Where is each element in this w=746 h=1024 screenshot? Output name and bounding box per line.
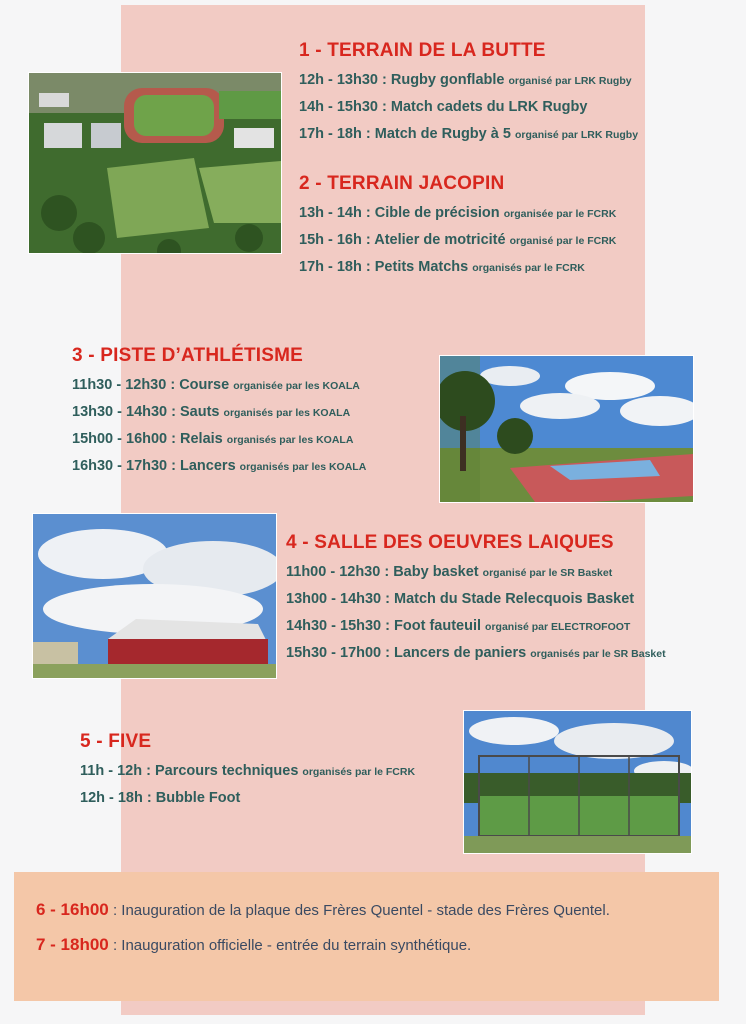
activity: Rugby gonflable	[390, 72, 505, 88]
time: 16h30 - 17h30 :	[72, 458, 176, 474]
section-piste-athletisme	[72, 345, 366, 480]
section-terrain-jacopin	[299, 173, 616, 281]
time: 13h - 14h :	[299, 205, 371, 221]
organizer: organisés par le FCRK	[302, 766, 416, 778]
activity: Match cadets du LRK Rugby	[390, 99, 588, 115]
time: 15h - 16h :	[299, 232, 371, 248]
time: 14h - 15h30 :	[299, 99, 387, 115]
schedule-item	[286, 640, 666, 667]
activity: Course	[179, 377, 230, 393]
section-title: 2 - TERRAIN JACOPIN	[299, 173, 505, 194]
time: 13h00 - 14h30 :	[286, 591, 390, 607]
schedule-item	[80, 758, 415, 785]
organizer: organisé par LRK Rugby	[514, 129, 639, 141]
event-number-time: 7 - 18h00	[36, 935, 109, 954]
organizer: organisés par les KOALA	[239, 461, 367, 473]
activity: Foot fauteuil	[394, 618, 482, 634]
event-text: : Inauguration officielle - entrée du terrain synthétique.	[112, 937, 472, 954]
time: 17h - 18h :	[299, 126, 371, 142]
activity: Lancers	[180, 458, 236, 474]
schedule-item	[286, 559, 666, 586]
time: 12h - 18h :	[80, 790, 152, 806]
schedule-item	[72, 453, 366, 480]
time: 11h30 - 12h30 :	[72, 377, 176, 393]
organizer: organisé par le SR Basket	[482, 567, 613, 579]
organizer: organisés par les KOALA	[223, 407, 351, 419]
activity: Relais	[180, 431, 223, 447]
activity: Petits Matchs	[374, 259, 469, 275]
activity: Match du Stade Relecquois Basket	[394, 591, 635, 607]
schedule-item	[72, 399, 366, 426]
time: 14h30 - 15h30 :	[286, 618, 390, 634]
schedule-item	[286, 613, 666, 640]
activity: Parcours techniques	[154, 763, 299, 779]
section-title: 4 - SALLE DES OEUVRES LAIQUES	[286, 532, 614, 553]
schedule-item	[299, 67, 638, 94]
schedule-item	[72, 426, 366, 453]
event-number-time: 6 - 16h00	[36, 900, 109, 919]
inauguration-plaque-line	[36, 900, 610, 920]
organizer: organisés par le SR Basket	[530, 648, 666, 660]
schedule-item	[299, 121, 638, 148]
time: 15h30 - 17h00 :	[286, 645, 390, 661]
activity: Sauts	[180, 404, 220, 420]
activity: Match de Rugby à 5	[374, 126, 511, 142]
schedule-item	[80, 785, 415, 812]
schedule-item	[299, 227, 616, 254]
schedule-item	[286, 586, 666, 613]
section-salle-des-oeuvres-laiques	[286, 532, 666, 667]
event-text: : Inauguration de la plaque des Frères Quentel - stade des Frères Quentel.	[112, 902, 610, 919]
aerial-terrain-photo	[28, 72, 282, 254]
section-title: 1 - TERRAIN DE LA BUTTE	[299, 40, 546, 61]
organizer: organisés par les KOALA	[226, 434, 354, 446]
section-terrain-de-la-butte	[299, 40, 638, 148]
section-title: 3 - PISTE D’ATHLÉTISME	[72, 345, 304, 366]
organizer: organisée par les KOALA	[233, 380, 360, 392]
five-field-photo	[463, 710, 692, 854]
athletics-track-photo	[439, 355, 694, 503]
organizer: organisé par ELECTROFOOT	[485, 621, 631, 633]
schedule-item	[299, 200, 616, 227]
time: 11h - 12h :	[80, 763, 151, 779]
section-five	[80, 731, 415, 812]
organizer: organisé par le FCRK	[509, 235, 617, 247]
time: 11h00 - 12h30 :	[286, 564, 390, 580]
activity: Lancers de paniers	[394, 645, 527, 661]
schedule-item	[72, 372, 366, 399]
time: 13h30 - 14h30 :	[72, 404, 176, 420]
organizer: organisée par le FCRK	[503, 208, 617, 220]
organizer: organisé par LRK Rugby	[508, 75, 632, 87]
organizer: organisés par le FCRK	[472, 262, 585, 274]
activity: Baby basket	[393, 564, 479, 580]
schedule-item	[299, 94, 638, 121]
activity: Atelier de motricité	[374, 232, 506, 248]
activity: Cible de précision	[374, 205, 500, 221]
time: 12h - 13h30 :	[299, 72, 387, 88]
inauguration-officielle-line	[36, 935, 471, 955]
salle-building-photo	[32, 513, 277, 679]
time: 15h00 - 16h00 :	[72, 431, 176, 447]
activity: Bubble Foot	[155, 790, 241, 806]
section-title: 5 - FIVE	[80, 731, 152, 752]
schedule-item	[299, 254, 616, 281]
time: 17h - 18h :	[299, 259, 371, 275]
